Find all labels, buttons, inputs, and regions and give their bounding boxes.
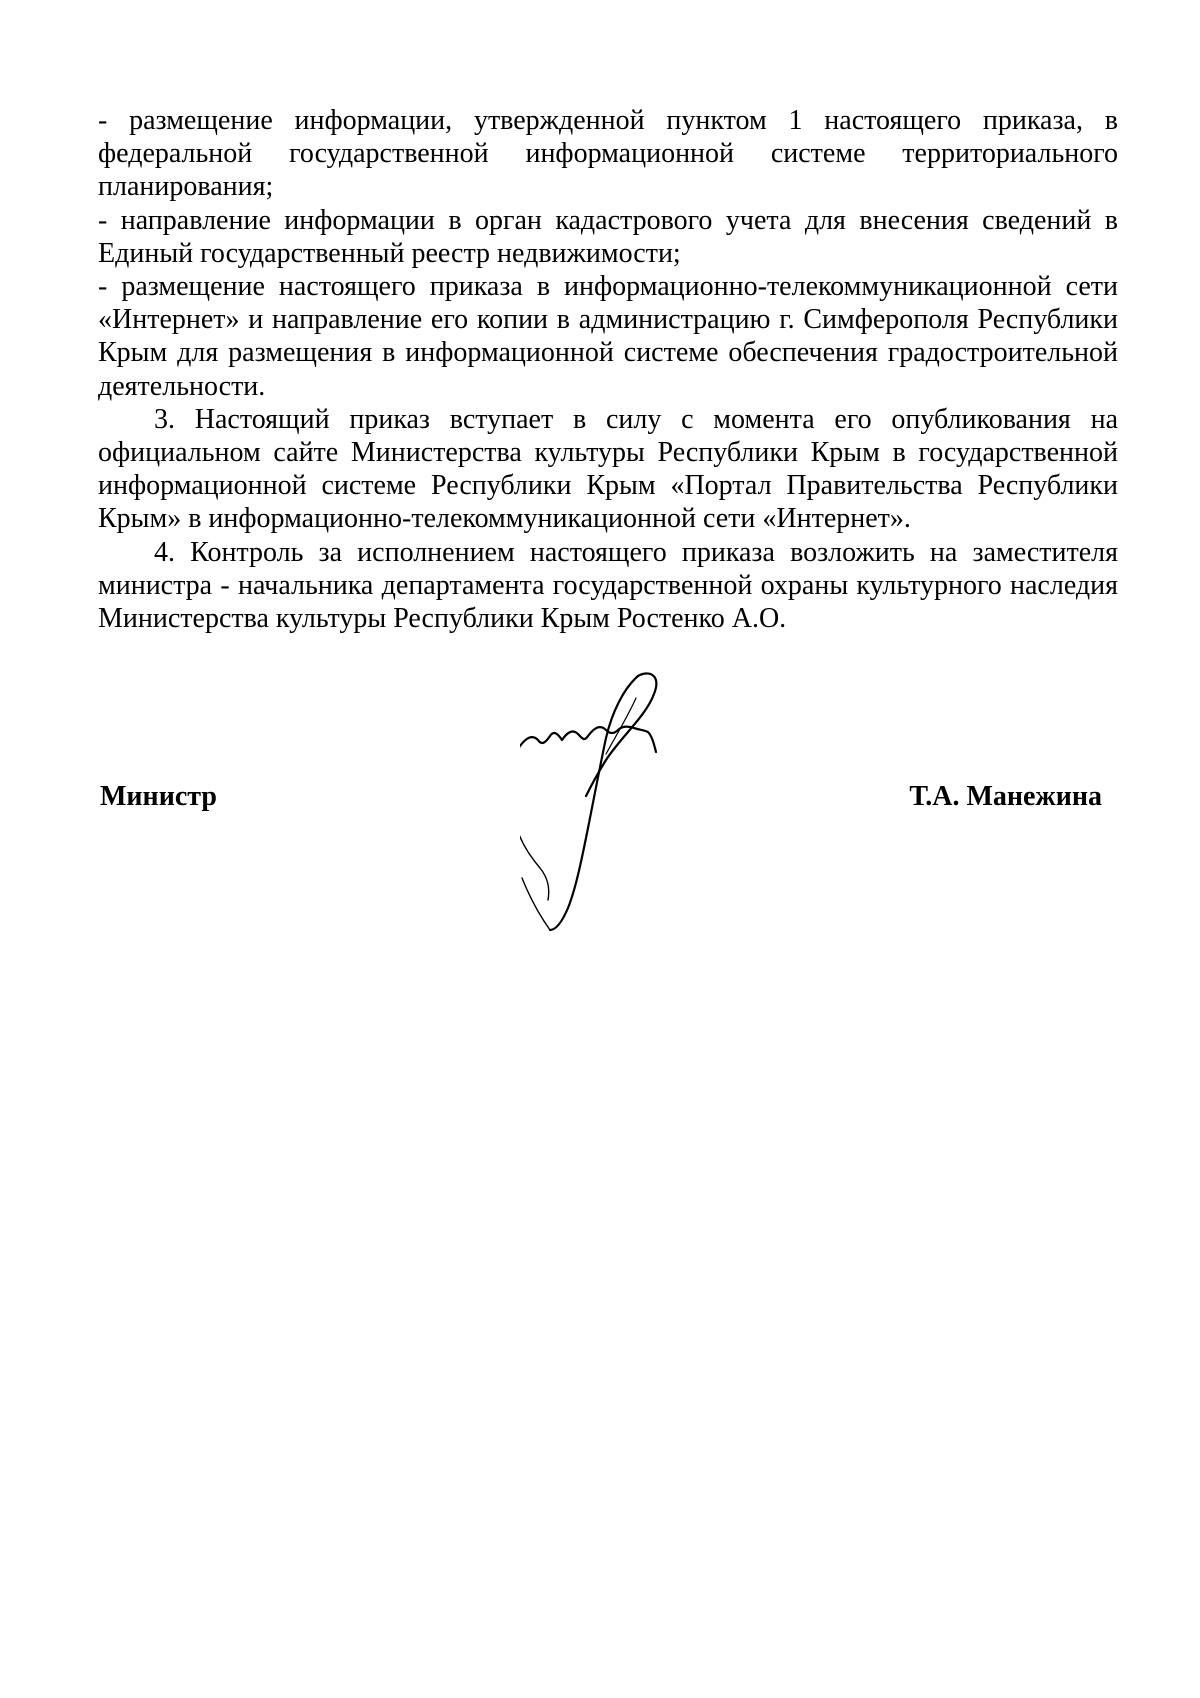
signatory-title: Министр <box>100 781 217 812</box>
signatory-name: Т.А. Манежина <box>909 781 1102 812</box>
paragraph-bullet-cadastre: - направление информации в орган кадастрового учета для внесения сведений в Единый государственный реестр недвижимости; <box>98 204 1118 269</box>
paragraph-bullet-fgis: - размещение информации, утвержденной пунктом 1 настоящего приказа, в федеральной государственной информационной системе территориального планирования; <box>98 105 1118 203</box>
paragraph-item-3: 3. Настоящий приказ вступает в силу с момента его опубликования на официальном сайте Министерства культуры Республики Крым в государственной информационной системе Республики Крым «Портал Правительства Республики Крым» в информационно-телекоммуникационной сети «Интернет». <box>98 403 1118 535</box>
paragraph-item-4: 4. Контроль за исполнением настоящего приказа возложить на заместителя министра - начальника департамента государственной охраны культурного наследия Министерства культуры Республики Крым Ростенко А.О. <box>98 536 1118 635</box>
handwritten-signature <box>520 668 720 958</box>
document-body <box>98 104 1118 635</box>
paragraph-bullet-internet: - размещение настоящего приказа в информационно-телекоммуникационной сети «Интернет» и направление его копии в администрацию г. Симферополя Республики Крым для размещения в информационной системе обеспечения градостроительной деятельности. <box>98 271 1118 402</box>
